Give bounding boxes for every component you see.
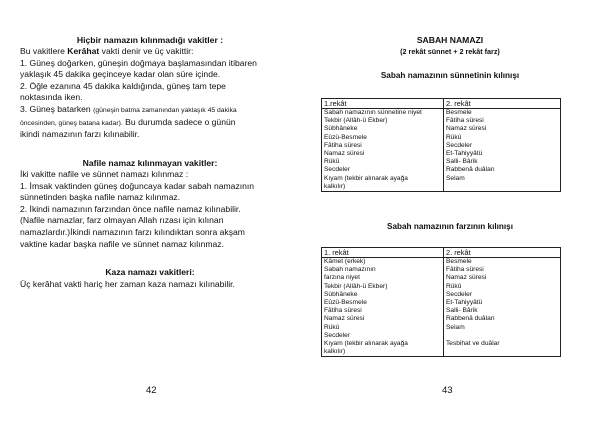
farz-col1-cell bbox=[322, 258, 444, 357]
farz-table-body-row bbox=[322, 258, 561, 357]
sabah-namazi-subtitle: (2 rekât sünnet + 2 rekât farz) bbox=[400, 47, 500, 56]
table-cell-line: Secdeler bbox=[324, 166, 351, 174]
table-cell-line: Fâtiha süresi bbox=[324, 141, 362, 149]
table-cell-line: Rükû bbox=[446, 133, 462, 141]
table-cell-line: Sabah namazının sünnetine niyet bbox=[324, 109, 422, 116]
kaza-line: Üç kerâhat vakti hariç her zaman kaza namazı kılınabilir. bbox=[20, 279, 235, 289]
table-cell-line: Fâtiha süresi bbox=[446, 117, 484, 125]
sunnet-table bbox=[321, 98, 561, 192]
table-cell-line: Eûzü-Besmele bbox=[324, 133, 367, 141]
table-cell-line: Eûzü-Besmele bbox=[324, 298, 367, 306]
table-cell-line: Kâmet (erkek) bbox=[324, 258, 366, 265]
nafile-line: 1. İmsak vaktinden güneş doğuncaya kadar sabah namazının bbox=[20, 180, 255, 191]
table-cell-line: farzına niyet bbox=[324, 274, 360, 282]
farz-table-header-row bbox=[322, 248, 561, 258]
kerahat-term: Kerâhat bbox=[67, 46, 100, 56]
nafile-section-title: Nafile namaz kılınmayan vakitler: bbox=[82, 158, 218, 168]
kerahat-intro: Bu vakitlere Kerâhat vakti denir ve üç vakittir: bbox=[20, 46, 194, 56]
page-number-right: 43 bbox=[442, 385, 453, 396]
table-cell-line: Namaz süresi bbox=[324, 149, 365, 157]
sunnet-col2-cell bbox=[444, 109, 561, 192]
kerahat-item3-line2: öncesinden, güneş batana kadar). Bu durumda sadece o günün bbox=[20, 116, 236, 127]
table-cell-line: Et-Tahiyyâtü bbox=[446, 298, 483, 306]
table-cell-line: Sübhâneke bbox=[324, 290, 358, 298]
farz-col2-header: 2. rekât bbox=[444, 248, 561, 258]
kaza-section-title: Kaza namazı vakitleri: bbox=[105, 267, 195, 277]
table-cell-line: Rükû bbox=[324, 323, 340, 331]
table-cell-line: Tesbihat ve duâlar bbox=[446, 339, 500, 347]
table-cell-line: Secdeler bbox=[446, 141, 473, 149]
sabah-namazi-title: SABAH NAMAZI bbox=[416, 35, 484, 45]
sunnet-table-body-row bbox=[322, 109, 561, 192]
sunnet-col1-header: 1.rekât bbox=[322, 99, 444, 109]
table-cell-line: Salli- Bârik bbox=[446, 158, 478, 166]
nafile-line: sünnetinden başka nafile namaz kılınmaz. bbox=[20, 192, 181, 203]
table-cell-line: Secdeler bbox=[446, 290, 473, 298]
table-cell-line: Namaz süresi bbox=[324, 315, 365, 323]
table-cell-line bbox=[446, 183, 558, 191]
table-cell-line: Sabah namazının bbox=[324, 266, 376, 274]
nafile-line: (Nafile namazlar, farz olmayan Allah rızası için kılınan bbox=[20, 215, 224, 226]
farz-table bbox=[321, 247, 561, 357]
table-cell-line: Selam bbox=[446, 174, 465, 182]
farz-heading: Sabah namazının farzının kılınışı bbox=[386, 222, 514, 231]
table-cell-line: Sübhâneke bbox=[324, 125, 358, 133]
table-cell-line: Rabbenâ duâları bbox=[446, 166, 495, 174]
table-cell-line: Et-Tahiyyâtü bbox=[446, 149, 483, 157]
table-cell-line: Namaz süresi bbox=[446, 125, 487, 133]
nafile-line: 2. İkindi namazının farzından önce nafile namaz kılınabilir. bbox=[20, 203, 241, 214]
table-cell-line: Tekbir (Allâh-ü Ekber) bbox=[324, 117, 388, 125]
table-cell-line: Kıyam (tekbir alınarak ayağa bbox=[324, 174, 408, 182]
sunnet-col1-cell bbox=[322, 109, 444, 192]
table-cell-line: Rabbenâ duâları bbox=[446, 315, 495, 323]
table-cell-line: kalkılır) bbox=[324, 182, 346, 190]
table-cell-line bbox=[446, 332, 558, 340]
nafile-section-body bbox=[20, 169, 276, 250]
kerahat-item3-line1: 3. Güneş batarken (güneşin batma zamanından yaklaşık 45 dakika bbox=[20, 103, 237, 114]
farz-col2-cell bbox=[444, 258, 561, 357]
nafile-line: namazlardır.)İkindi namazının farzı kılındıktan sonra akşam bbox=[20, 226, 245, 237]
kerahat-item3-line3: ikindi namazının farzı kılınabilir. bbox=[20, 129, 140, 140]
table-cell-line: Namaz süresi bbox=[446, 274, 487, 282]
table-cell-line: kalkılır) bbox=[324, 348, 346, 356]
table-cell-line: Rükû bbox=[446, 282, 462, 290]
table-cell-line: Secdeler bbox=[324, 331, 351, 339]
kerahat-item1-line2: yaklaşık 45 dakika geçinceye kadar olan süre içinde. bbox=[20, 69, 221, 80]
page-number-left: 42 bbox=[146, 385, 157, 396]
kerahat-section-title: Hiçbir namazın kılınmadığı vakitler : bbox=[76, 35, 224, 45]
table-cell-line: Salli- Bârik bbox=[446, 307, 478, 315]
table-cell-line: Besmele bbox=[446, 109, 472, 116]
kerahat-item2-line2: noktasında iken. bbox=[20, 92, 83, 103]
sunnet-heading: Sabah namazının sünnetinin kılınışı bbox=[380, 71, 520, 80]
sunnet-table-header-row bbox=[322, 99, 561, 109]
table-cell-line: Tekbir (Allâh-ü Ekber) bbox=[324, 282, 388, 290]
kerahat-section-body bbox=[20, 46, 276, 141]
nafile-line: vaktine kadar başka nafile ve sünnet namaz kılınmaz. bbox=[20, 238, 224, 249]
table-cell-line: Fâtiha süresi bbox=[324, 307, 362, 315]
table-cell-line: Besmele bbox=[446, 258, 472, 265]
kerahat-item1-line1: 1. Güneş doğarken, güneşin doğmaya başlamasından itibaren bbox=[20, 57, 257, 68]
table-cell-line: Selam bbox=[446, 323, 465, 331]
table-cell-line: Rükû bbox=[324, 158, 340, 166]
table-cell-line: Kıyam (tekbir alınarak ayağa bbox=[324, 339, 408, 347]
table-cell-line: Fâtiha süresi bbox=[446, 266, 484, 274]
sunnet-col2-header: 2. rekât bbox=[444, 99, 561, 109]
farz-col1-header: 1. rekât bbox=[322, 248, 444, 258]
table-cell-line bbox=[446, 348, 558, 356]
nafile-line: İki vakitte nafile ve sünnet namazı kılınmaz : bbox=[20, 169, 189, 179]
kerahat-item2-line1: 2. Öğle ezanına 45 dakika kaldığında, güneş tam tepe bbox=[20, 80, 226, 91]
kaza-section-body bbox=[20, 279, 276, 291]
right-page bbox=[300, 0, 600, 423]
